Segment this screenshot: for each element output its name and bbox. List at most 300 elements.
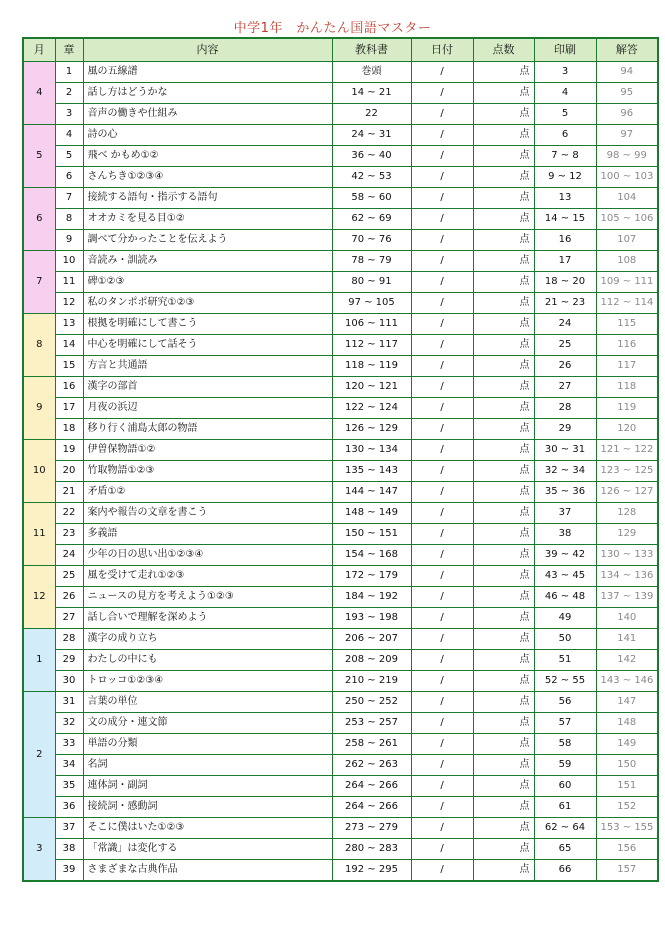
textbook-pages: 154 ~ 168	[332, 545, 411, 566]
score-field: 点	[473, 356, 534, 377]
content-title: 飛べ かもめ①②	[83, 146, 332, 167]
content-title: 連体詞・副詞	[83, 776, 332, 797]
table-row	[23, 629, 658, 650]
score-field: 点	[473, 188, 534, 209]
table-row	[23, 272, 658, 293]
score-field: 点	[473, 671, 534, 692]
content-title: ニュースの見方を考えよう①②③	[83, 587, 332, 608]
textbook-pages: 58 ~ 60	[332, 188, 411, 209]
content-title: 接続する語句・指示する語句	[83, 188, 332, 209]
answer-pages: 117	[596, 356, 658, 377]
date-field: /	[411, 104, 473, 125]
content-title: 「常識」は変化する	[83, 839, 332, 860]
textbook-pages: 106 ~ 111	[332, 314, 411, 335]
score-field: 点	[473, 62, 534, 83]
score-field: 点	[473, 461, 534, 482]
table-row	[23, 356, 658, 377]
textbook-pages: 122 ~ 124	[332, 398, 411, 419]
chapter-number: 35	[55, 776, 83, 797]
date-field: /	[411, 755, 473, 776]
textbook-pages: 193 ~ 198	[332, 608, 411, 629]
content-title: さまざまな古典作品	[83, 860, 332, 882]
print-pages: 62 ~ 64	[534, 818, 596, 839]
print-pages: 24	[534, 314, 596, 335]
textbook-pages: 206 ~ 207	[332, 629, 411, 650]
content-title: 私のタンポポ研究①②③	[83, 293, 332, 314]
content-title: 月夜の浜辺	[83, 398, 332, 419]
answer-pages: 137 ~ 139	[596, 587, 658, 608]
score-field: 点	[473, 692, 534, 713]
print-pages: 16	[534, 230, 596, 251]
score-field: 点	[473, 713, 534, 734]
textbook-pages: 70 ~ 76	[332, 230, 411, 251]
table-row	[23, 734, 658, 755]
print-pages: 18 ~ 20	[534, 272, 596, 293]
date-field: /	[411, 272, 473, 293]
chapter-number: 2	[55, 83, 83, 104]
textbook-pages: 273 ~ 279	[332, 818, 411, 839]
month-cell: 8	[23, 314, 55, 377]
score-field: 点	[473, 776, 534, 797]
table-row	[23, 566, 658, 587]
header-print: 印刷	[534, 38, 596, 62]
print-pages: 46 ~ 48	[534, 587, 596, 608]
month-cell: 7	[23, 251, 55, 314]
chapter-number: 31	[55, 692, 83, 713]
answer-pages: 143 ~ 146	[596, 671, 658, 692]
answer-pages: 149	[596, 734, 658, 755]
textbook-pages: 258 ~ 261	[332, 734, 411, 755]
score-field: 点	[473, 251, 534, 272]
content-title: 移り行く浦島太郎の物語	[83, 419, 332, 440]
print-pages: 4	[534, 83, 596, 104]
content-title: 接続詞・感動詞	[83, 797, 332, 818]
answer-pages: 115	[596, 314, 658, 335]
date-field: /	[411, 608, 473, 629]
table-row	[23, 797, 658, 818]
score-field: 点	[473, 377, 534, 398]
header-content: 内容	[83, 38, 332, 62]
date-field: /	[411, 629, 473, 650]
print-pages: 26	[534, 356, 596, 377]
score-field: 点	[473, 482, 534, 503]
score-field: 点	[473, 104, 534, 125]
date-field: /	[411, 398, 473, 419]
date-field: /	[411, 167, 473, 188]
chapter-number: 16	[55, 377, 83, 398]
content-title: 少年の日の思い出①②③④	[83, 545, 332, 566]
chapter-number: 18	[55, 419, 83, 440]
answer-pages: 150	[596, 755, 658, 776]
chapter-number: 24	[55, 545, 83, 566]
content-title: 多義語	[83, 524, 332, 545]
textbook-pages: 262 ~ 263	[332, 755, 411, 776]
date-field: /	[411, 230, 473, 251]
date-field: /	[411, 692, 473, 713]
date-field: /	[411, 62, 473, 83]
print-pages: 52 ~ 55	[534, 671, 596, 692]
chapter-number: 38	[55, 839, 83, 860]
month-cell: 9	[23, 377, 55, 440]
score-field: 点	[473, 335, 534, 356]
date-field: /	[411, 545, 473, 566]
textbook-pages: 148 ~ 149	[332, 503, 411, 524]
score-field: 点	[473, 503, 534, 524]
date-field: /	[411, 671, 473, 692]
month-cell: 5	[23, 125, 55, 188]
date-field: /	[411, 209, 473, 230]
month-cell: 4	[23, 62, 55, 125]
chapter-number: 19	[55, 440, 83, 461]
answer-pages: 96	[596, 104, 658, 125]
chapter-number: 17	[55, 398, 83, 419]
table-row	[23, 125, 658, 146]
table-row	[23, 419, 658, 440]
chapter-number: 12	[55, 293, 83, 314]
date-field: /	[411, 734, 473, 755]
textbook-pages: 42 ~ 53	[332, 167, 411, 188]
table-row	[23, 209, 658, 230]
print-pages: 21 ~ 23	[534, 293, 596, 314]
date-field: /	[411, 797, 473, 818]
date-field: /	[411, 188, 473, 209]
table-row	[23, 440, 658, 461]
score-field: 点	[473, 83, 534, 104]
header-textbook: 教科書	[332, 38, 411, 62]
chapter-number: 15	[55, 356, 83, 377]
textbook-pages: 36 ~ 40	[332, 146, 411, 167]
table-row	[23, 650, 658, 671]
date-field: /	[411, 377, 473, 398]
answer-pages: 116	[596, 335, 658, 356]
date-field: /	[411, 839, 473, 860]
score-field: 点	[473, 860, 534, 882]
table-row	[23, 167, 658, 188]
textbook-pages: 120 ~ 121	[332, 377, 411, 398]
answer-pages: 151	[596, 776, 658, 797]
print-pages: 43 ~ 45	[534, 566, 596, 587]
textbook-pages: 62 ~ 69	[332, 209, 411, 230]
table-row	[23, 524, 658, 545]
score-field: 点	[473, 524, 534, 545]
table-row	[23, 776, 658, 797]
content-title: 風の五線譜	[83, 62, 332, 83]
table-row	[23, 587, 658, 608]
table-row	[23, 818, 658, 839]
score-field: 点	[473, 797, 534, 818]
score-field: 点	[473, 209, 534, 230]
date-field: /	[411, 314, 473, 335]
table-row	[23, 398, 658, 419]
textbook-pages: 150 ~ 151	[332, 524, 411, 545]
month-cell: 6	[23, 188, 55, 251]
textbook-pages: 24 ~ 31	[332, 125, 411, 146]
month-cell: 12	[23, 566, 55, 629]
answer-pages: 141	[596, 629, 658, 650]
answer-pages: 118	[596, 377, 658, 398]
table-row	[23, 608, 658, 629]
score-field: 点	[473, 566, 534, 587]
date-field: /	[411, 776, 473, 797]
textbook-pages: 144 ~ 147	[332, 482, 411, 503]
content-title: 方言と共通語	[83, 356, 332, 377]
score-field: 点	[473, 230, 534, 251]
textbook-pages: 253 ~ 257	[332, 713, 411, 734]
score-field: 点	[473, 440, 534, 461]
print-pages: 7 ~ 8	[534, 146, 596, 167]
content-title: 竹取物語①②③	[83, 461, 332, 482]
print-pages: 5	[534, 104, 596, 125]
answer-pages: 142	[596, 650, 658, 671]
content-title: 話し合いで理解を深めよう	[83, 608, 332, 629]
textbook-pages: 78 ~ 79	[332, 251, 411, 272]
answer-pages: 129	[596, 524, 658, 545]
answer-pages: 148	[596, 713, 658, 734]
answer-pages: 107	[596, 230, 658, 251]
date-field: /	[411, 335, 473, 356]
chapter-number: 3	[55, 104, 83, 125]
content-title: 風を受けて走れ①②③	[83, 566, 332, 587]
answer-pages: 123 ~ 125	[596, 461, 658, 482]
textbook-pages: 172 ~ 179	[332, 566, 411, 587]
chapter-number: 7	[55, 188, 83, 209]
table-row	[23, 104, 658, 125]
chapter-number: 36	[55, 797, 83, 818]
date-field: /	[411, 356, 473, 377]
chapter-number: 4	[55, 125, 83, 146]
chapter-number: 11	[55, 272, 83, 293]
print-pages: 51	[534, 650, 596, 671]
score-field: 点	[473, 629, 534, 650]
answer-pages: 130 ~ 133	[596, 545, 658, 566]
score-field: 点	[473, 398, 534, 419]
print-pages: 35 ~ 36	[534, 482, 596, 503]
content-title: 案内や報告の文章を書こう	[83, 503, 332, 524]
table-row	[23, 146, 658, 167]
print-pages: 37	[534, 503, 596, 524]
content-title: 話し方はどうかな	[83, 83, 332, 104]
chapter-number: 28	[55, 629, 83, 650]
answer-pages: 120	[596, 419, 658, 440]
print-pages: 38	[534, 524, 596, 545]
content-title: そこに僕はいた①②③	[83, 818, 332, 839]
score-field: 点	[473, 146, 534, 167]
content-title: 伊曽保物語①②	[83, 440, 332, 461]
chapter-number: 32	[55, 713, 83, 734]
table-row	[23, 503, 658, 524]
answer-pages: 128	[596, 503, 658, 524]
date-field: /	[411, 482, 473, 503]
textbook-pages: 184 ~ 192	[332, 587, 411, 608]
chapter-number: 5	[55, 146, 83, 167]
chapter-number: 34	[55, 755, 83, 776]
score-field: 点	[473, 755, 534, 776]
date-field: /	[411, 503, 473, 524]
content-title: 音声の働きや仕組み	[83, 104, 332, 125]
answer-pages: 121 ~ 122	[596, 440, 658, 461]
date-field: /	[411, 83, 473, 104]
answer-pages: 108	[596, 251, 658, 272]
date-field: /	[411, 650, 473, 671]
content-title: 漢字の部首	[83, 377, 332, 398]
table-body	[23, 62, 658, 882]
score-field: 点	[473, 167, 534, 188]
content-title: さんちき①②③④	[83, 167, 332, 188]
chapter-number: 6	[55, 167, 83, 188]
print-pages: 57	[534, 713, 596, 734]
answer-pages: 157	[596, 860, 658, 882]
answer-pages: 152	[596, 797, 658, 818]
answer-pages: 98 ~ 99	[596, 146, 658, 167]
chapter-number: 10	[55, 251, 83, 272]
month-cell: 10	[23, 440, 55, 503]
answer-pages: 104	[596, 188, 658, 209]
score-field: 点	[473, 587, 534, 608]
print-pages: 50	[534, 629, 596, 650]
date-field: /	[411, 293, 473, 314]
print-pages: 61	[534, 797, 596, 818]
textbook-pages: 118 ~ 119	[332, 356, 411, 377]
print-pages: 28	[534, 398, 596, 419]
content-title: トロッコ①②③④	[83, 671, 332, 692]
print-pages: 30 ~ 31	[534, 440, 596, 461]
header-answer: 解答	[596, 38, 658, 62]
header-chapter: 章	[55, 38, 83, 62]
table-row	[23, 482, 658, 503]
chapter-number: 21	[55, 482, 83, 503]
date-field: /	[411, 713, 473, 734]
answer-pages: 134 ~ 136	[596, 566, 658, 587]
answer-pages: 97	[596, 125, 658, 146]
score-field: 点	[473, 293, 534, 314]
print-pages: 3	[534, 62, 596, 83]
answer-pages: 94	[596, 62, 658, 83]
textbook-pages: 14 ~ 21	[332, 83, 411, 104]
date-field: /	[411, 566, 473, 587]
print-pages: 14 ~ 15	[534, 209, 596, 230]
header-date: 日付	[411, 38, 473, 62]
score-field: 点	[473, 314, 534, 335]
date-field: /	[411, 461, 473, 482]
header-month: 月	[23, 38, 55, 62]
content-title: 言葉の単位	[83, 692, 332, 713]
month-cell: 2	[23, 692, 55, 818]
table-row	[23, 860, 658, 882]
textbook-pages: 97 ~ 105	[332, 293, 411, 314]
table-row	[23, 839, 658, 860]
table-row	[23, 461, 658, 482]
content-title: 文の成分・連文節	[83, 713, 332, 734]
date-field: /	[411, 146, 473, 167]
header-row	[23, 38, 658, 62]
content-title: オオカミを見る目①②	[83, 209, 332, 230]
date-field: /	[411, 524, 473, 545]
print-pages: 13	[534, 188, 596, 209]
chapter-number: 14	[55, 335, 83, 356]
print-pages: 29	[534, 419, 596, 440]
date-field: /	[411, 440, 473, 461]
table-row	[23, 230, 658, 251]
print-pages: 25	[534, 335, 596, 356]
answer-pages: 112 ~ 114	[596, 293, 658, 314]
textbook-pages: 126 ~ 129	[332, 419, 411, 440]
print-pages: 6	[534, 125, 596, 146]
page-title: 中学1年 かんたん国語マスター	[233, 21, 432, 36]
content-title: 詩の心	[83, 125, 332, 146]
table-row	[23, 62, 658, 83]
score-field: 点	[473, 734, 534, 755]
answer-pages: 126 ~ 127	[596, 482, 658, 503]
textbook-pages: 22	[332, 104, 411, 125]
textbook-pages: 192 ~ 295	[332, 860, 411, 882]
print-pages: 27	[534, 377, 596, 398]
print-pages: 65	[534, 839, 596, 860]
chapter-number: 8	[55, 209, 83, 230]
table-row	[23, 377, 658, 398]
print-pages: 9 ~ 12	[534, 167, 596, 188]
textbook-pages: 巻頭	[332, 62, 411, 83]
textbook-pages: 250 ~ 252	[332, 692, 411, 713]
print-pages: 56	[534, 692, 596, 713]
chapter-number: 23	[55, 524, 83, 545]
score-field: 点	[473, 272, 534, 293]
textbook-pages: 280 ~ 283	[332, 839, 411, 860]
print-pages: 60	[534, 776, 596, 797]
table-row	[23, 335, 658, 356]
textbook-pages: 130 ~ 134	[332, 440, 411, 461]
score-field: 点	[473, 650, 534, 671]
table-row	[23, 188, 658, 209]
chapter-number: 22	[55, 503, 83, 524]
content-title: 漢字の成り立ち	[83, 629, 332, 650]
chapter-number: 1	[55, 62, 83, 83]
textbook-pages: 210 ~ 219	[332, 671, 411, 692]
chapter-number: 39	[55, 860, 83, 882]
print-pages: 32 ~ 34	[534, 461, 596, 482]
print-pages: 17	[534, 251, 596, 272]
answer-pages: 100 ~ 103	[596, 167, 658, 188]
print-pages: 66	[534, 860, 596, 882]
month-cell: 11	[23, 503, 55, 566]
month-cell: 1	[23, 629, 55, 692]
chapter-number: 20	[55, 461, 83, 482]
print-pages: 58	[534, 734, 596, 755]
textbook-pages: 80 ~ 91	[332, 272, 411, 293]
textbook-pages: 264 ~ 266	[332, 776, 411, 797]
score-field: 点	[473, 839, 534, 860]
table-row	[23, 83, 658, 104]
score-field: 点	[473, 545, 534, 566]
score-field: 点	[473, 818, 534, 839]
textbook-pages: 208 ~ 209	[332, 650, 411, 671]
chapter-number: 37	[55, 818, 83, 839]
answer-pages: 153 ~ 155	[596, 818, 658, 839]
date-field: /	[411, 587, 473, 608]
month-cell: 3	[23, 818, 55, 882]
table-row	[23, 692, 658, 713]
table-row	[23, 545, 658, 566]
date-field: /	[411, 419, 473, 440]
header-score: 点数	[473, 38, 534, 62]
table-row	[23, 713, 658, 734]
chapter-number: 29	[55, 650, 83, 671]
chapter-number: 9	[55, 230, 83, 251]
date-field: /	[411, 818, 473, 839]
content-title: 調べて分かったことを伝えよう	[83, 230, 332, 251]
content-title: 単語の分類	[83, 734, 332, 755]
date-field: /	[411, 251, 473, 272]
date-field: /	[411, 125, 473, 146]
